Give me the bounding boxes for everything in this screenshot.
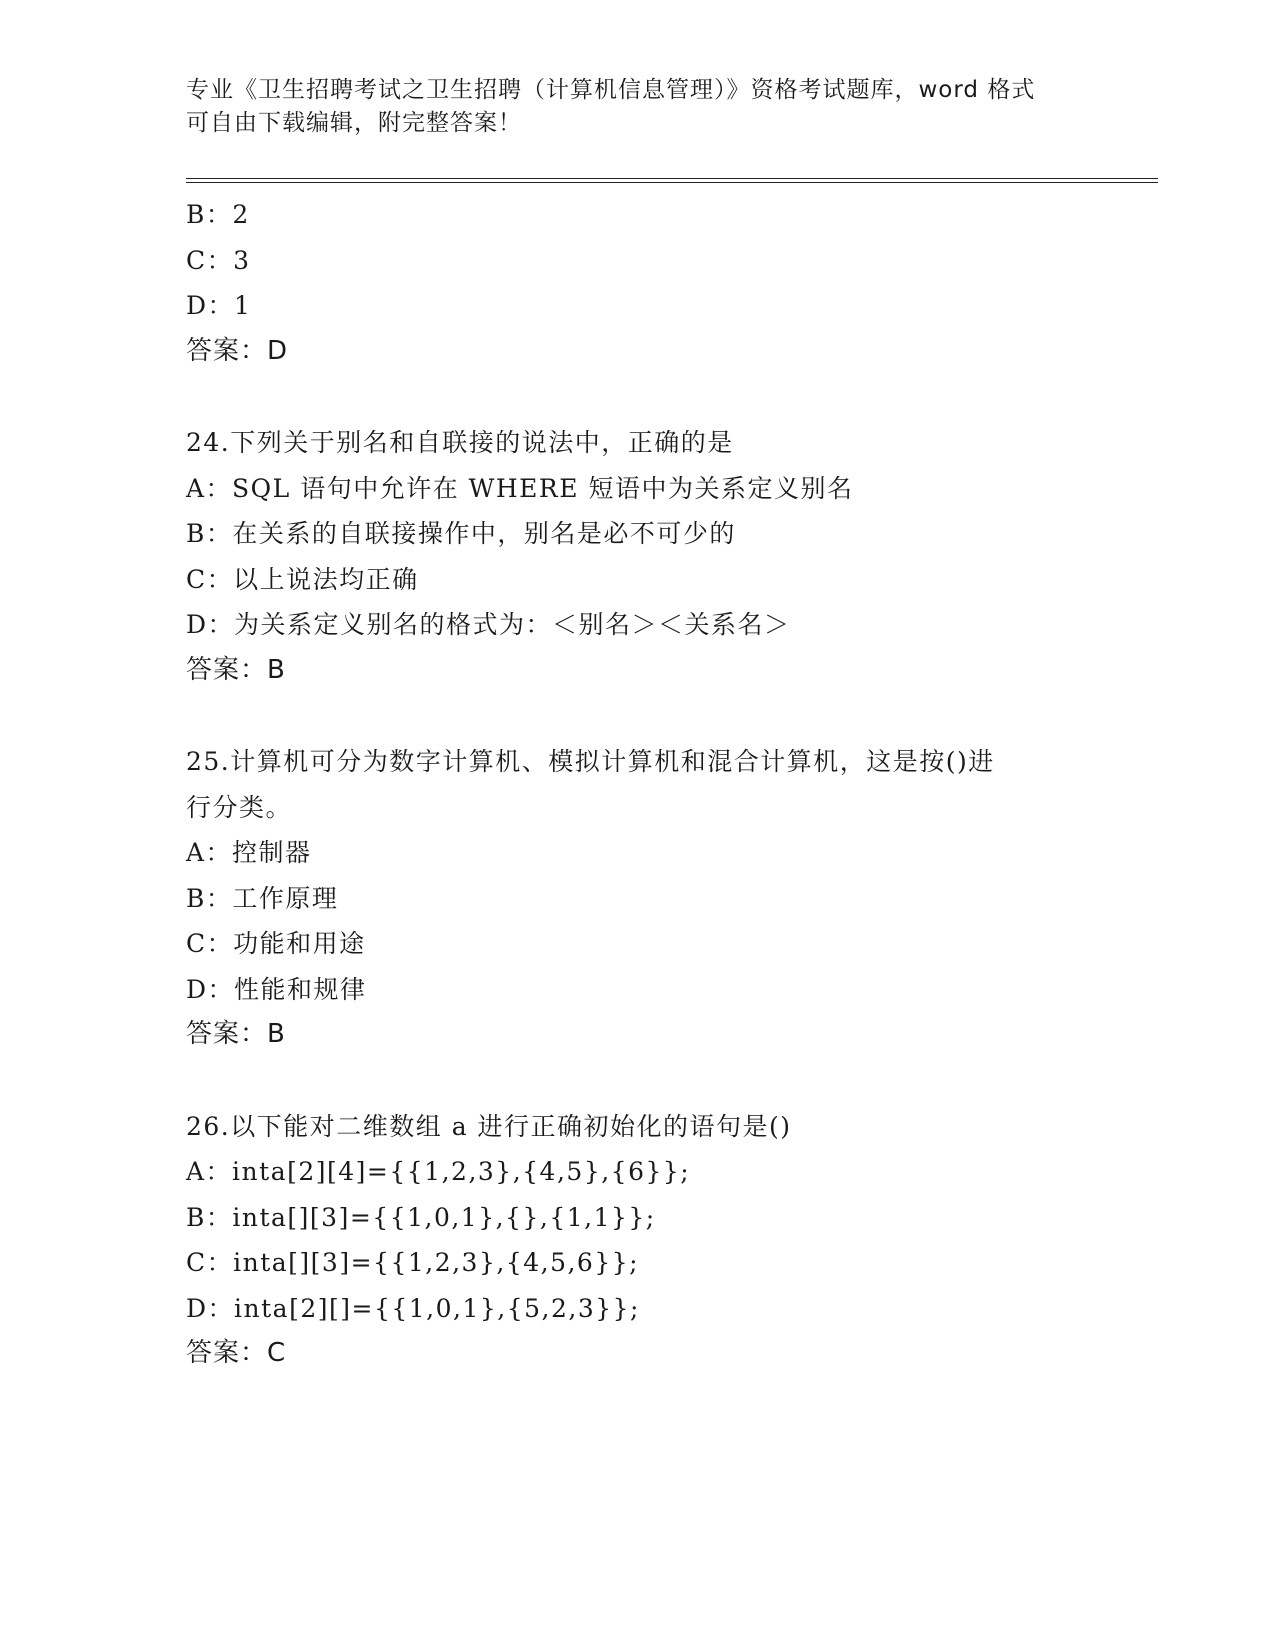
spacer (186, 1058, 1086, 1104)
header-divider-top (186, 178, 1158, 179)
option-b: B：inta[][3]={{1,0,1},{},{1,1}}; (186, 1202, 656, 1232)
answer-line: 答案：B (186, 1019, 286, 1049)
option-d: D：inta[2][]={{1,0,1},{5,2,3}}; (186, 1293, 640, 1323)
header-divider-bottom (186, 182, 1158, 183)
option-c: C：以上说法均正确 (186, 564, 419, 594)
header-line-2: 可自由下载编辑，附完整答案！ (186, 110, 522, 136)
option-b: B：在关系的自联接操作中，别名是必不可少的 (186, 519, 736, 548)
question-stem: 25.计算机可分为数字计算机、模拟计算机和混合计算机，这是按()进 (186, 747, 995, 776)
option-d: D：1 (186, 291, 252, 320)
answer-line: 答案：B (186, 654, 286, 685)
option-b: B：2 (186, 200, 250, 229)
option-a: A：inta[2][4]={{1,2,3},{4,5},{6}}; (186, 1157, 691, 1186)
option-b: B：工作原理 (186, 883, 339, 913)
header-line-1: 专业《卫生招聘考试之卫生招聘（计算机信息管理）》资格考试题库，word 格式 (186, 77, 1036, 103)
question-list (186, 192, 1086, 1377)
question-stem-continued: 行分类。 (186, 792, 293, 822)
option-d: D：为关系定义别名的格式为：＜别名＞＜关系名＞ (186, 610, 791, 639)
option-c: C：3 (186, 245, 251, 275)
option-a: A：控制器 (186, 838, 312, 867)
question-stem: 26.以下能对二维数组 a 进行正确初始化的语句是() (186, 1111, 792, 1141)
answer-line: 答案：C (186, 1338, 287, 1368)
option-c: C：功能和用途 (186, 929, 366, 958)
document-header (186, 74, 1086, 140)
question-26 (186, 1104, 1086, 1377)
spacer (186, 374, 1086, 420)
option-c: C：inta[][3]={{1,2,3},{4,5,6}}; (186, 1248, 640, 1277)
question-24 (186, 420, 1086, 693)
spacer (186, 693, 1086, 739)
option-d: D：性能和规律 (186, 974, 367, 1004)
answer-line: 答案：D (186, 335, 289, 366)
question-23-continued (186, 192, 1086, 374)
question-stem: 24.下列关于别名和自联接的说法中，正确的是 (186, 428, 734, 457)
option-a: A：SQL 语句中允许在 WHERE 短语中为关系定义别名 (186, 473, 854, 503)
question-25 (186, 739, 1086, 1058)
